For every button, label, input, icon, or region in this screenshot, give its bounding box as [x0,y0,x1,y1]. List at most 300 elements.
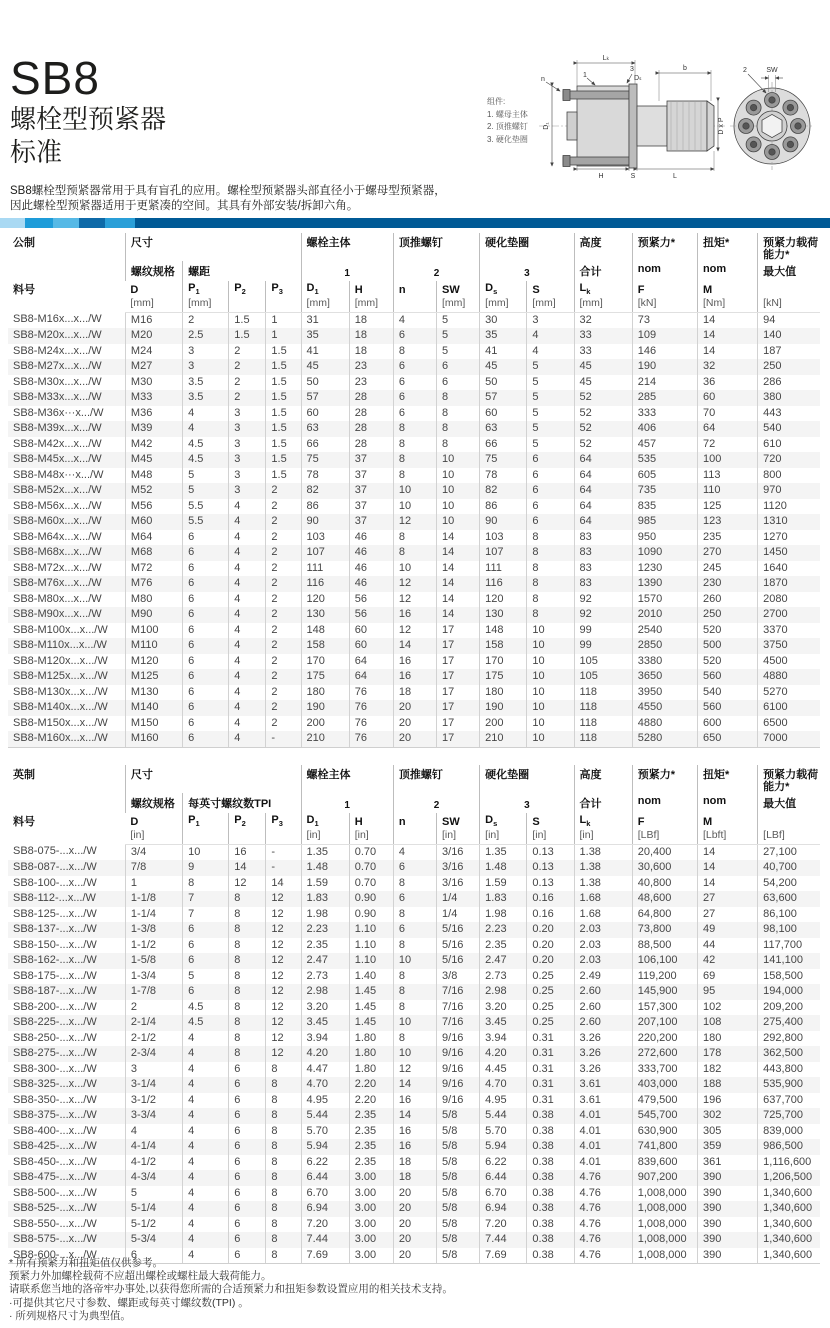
value-cell: 7 [183,907,229,923]
value-cell: 50 [301,375,349,391]
value-cell: 286 [758,375,820,391]
value-cell: 6.22 [301,1155,349,1171]
value-cell: 35 [480,328,527,344]
part-number-cell: SB8-450-...x.../W [13,1155,97,1168]
value-cell: 4 [183,1186,229,1202]
value-cell: 560 [697,669,757,685]
table-row [8,1093,820,1109]
column-letter: H [349,813,393,829]
value-cell: 17 [437,731,480,747]
sub-header: 螺纹规格 [125,261,182,281]
value-cell: 116 [301,576,349,592]
value-cell: 500 [697,638,757,654]
header-letter-row [8,281,820,297]
value-cell: 333,700 [632,1062,697,1078]
column-unit: [mm] [125,297,182,312]
value-cell: 16 [393,1139,436,1155]
value-cell: 2-1/2 [125,1031,182,1047]
value-cell: 17 [437,716,480,732]
value-cell: 57 [480,390,527,406]
value-cell: 6.22 [480,1155,527,1171]
value-cell: M39 [125,421,182,437]
value-cell: 0.70 [349,876,393,892]
value-cell: 2.35 [480,938,527,954]
value-cell: 1-3/4 [125,969,182,985]
value-cell: 3-3/4 [125,1108,182,1124]
table-row [8,623,820,639]
part-number-cell: SB8-500-...x.../W [13,1186,97,1199]
value-cell: 5 [125,1186,182,1202]
value-cell: 83 [574,561,632,577]
value-cell: 7.44 [480,1232,527,1248]
value-cell: 28 [349,406,393,422]
value-cell: 9/16 [437,1046,480,1062]
value-cell: 1.80 [349,1046,393,1062]
value-cell: 406 [632,421,697,437]
value-cell: 12 [266,953,301,969]
value-cell: 8 [266,1062,301,1078]
value-cell: 6 [393,390,436,406]
table-row [8,731,820,747]
part-number-cell: SB8-M64x...x.../W [13,530,102,543]
table-head [8,765,820,844]
part-number-cell: SB8-M110x...x.../W [13,639,107,651]
column-unit [183,829,229,844]
value-cell: 1,340,600 [758,1186,820,1202]
value-cell: 3.94 [301,1031,349,1047]
value-cell: 3650 [632,669,697,685]
value-cell: 1-5/8 [125,953,182,969]
value-cell: 5.94 [301,1139,349,1155]
value-cell: 45 [301,359,349,375]
value-cell: 0.16 [527,891,574,907]
page-header [10,53,166,169]
value-cell: M64 [125,530,182,546]
value-cell: 6 [229,1139,266,1155]
value-cell: 20 [393,1232,436,1248]
column-unit: [mm] [349,297,393,312]
value-cell: 180 [480,685,527,701]
value-cell: M68 [125,545,182,561]
value-cell: 86 [480,499,527,515]
value-cell: 6 [183,623,229,639]
value-cell: 3.94 [480,1031,527,1047]
value-cell: 10 [437,514,480,530]
value-cell: 75 [480,452,527,468]
imperial-table [8,765,820,1264]
value-cell: 8 [266,1124,301,1140]
value-cell: 4 [183,1232,229,1248]
value-cell: 0.25 [527,1000,574,1016]
column-letter: $P_1$ [183,813,229,829]
value-cell: 443 [758,406,820,422]
value-cell: 4-3/4 [125,1170,182,1186]
part-number-cell: SB8-M56x...x.../W [13,499,102,512]
value-cell: 17 [437,669,480,685]
table-row [8,1062,820,1078]
table-row [8,545,820,561]
value-cell: 3.5 [183,375,229,391]
value-cell: M90 [125,607,182,623]
value-cell: 0.31 [527,1093,574,1109]
value-cell: 6 [183,669,229,685]
value-cell: 86 [301,499,349,515]
column-letter: $D_s$ [480,813,527,829]
value-cell: M80 [125,592,182,608]
value-cell: 2 [229,344,266,360]
value-cell: 6 [183,700,229,716]
value-cell: 63 [480,421,527,437]
value-cell: 839,000 [758,1124,820,1140]
value-cell: 146 [632,344,697,360]
part-number-cell: SB8-M72x...x.../W [13,561,102,574]
table-row [8,638,820,654]
value-cell: 8 [229,922,266,938]
value-cell: 88,500 [632,938,697,954]
value-cell: 107 [480,545,527,561]
dim-label-dxp: D x P [718,117,725,135]
value-cell: 5 [437,312,480,328]
value-cell: 4 [393,844,436,860]
footnote-line: 请联系您当地的洛帝牢办事处,以获得您所需的合适预紧力和扭矩参数设置应用的相关技术支持。 [9,1283,453,1296]
value-cell: 18 [393,1170,436,1186]
value-cell: 7.20 [480,1217,527,1233]
value-cell: 5/16 [437,953,480,969]
value-cell: 2.47 [480,953,527,969]
value-cell: 4.5 [183,1015,229,1031]
value-cell: 1-1/2 [125,938,182,954]
value-cell: 4 [229,530,266,546]
value-cell: 83 [574,530,632,546]
value-cell: 3.61 [574,1077,632,1093]
header-unit-row [8,829,820,844]
part-number-cell: SB8-M90x...x.../W [13,608,102,620]
value-cell: 950 [632,530,697,546]
value-cell: 14 [697,844,757,860]
table-row [8,844,820,860]
value-cell: 210 [301,731,349,747]
part-number-cell: SB8-M80x...x.../W [13,592,102,605]
value-cell: 4 [183,1093,229,1109]
value-cell: 3750 [758,638,820,654]
callout-number: 3 [480,793,574,813]
value-cell: 2.03 [574,922,632,938]
table-row [8,592,820,608]
value-cell: 76 [349,685,393,701]
value-cell: 2.98 [480,984,527,1000]
value-cell: 35 [301,328,349,344]
value-cell: 105 [574,669,632,685]
value-cell: 210 [480,731,527,747]
part-number-cell: SB8-M130x...x.../W [13,685,108,698]
column-letter: $P_3$ [266,281,301,297]
value-cell: M100 [125,623,182,639]
value-cell: 1.5 [266,468,301,484]
value-cell: 272,600 [632,1046,697,1062]
value-cell: 6 [527,452,574,468]
value-cell: 2.35 [349,1124,393,1140]
value-cell: 390 [697,1217,757,1233]
value-cell: M120 [125,654,182,670]
value-cell: 4.47 [301,1062,349,1078]
value-cell: 8 [266,1217,301,1233]
value-cell: 52 [574,390,632,406]
value-cell: 5 [437,328,480,344]
value-cell: 6 [183,938,229,954]
value-cell: 5/8 [437,1108,480,1124]
value-cell: 86,100 [758,907,820,923]
value-cell: 8 [393,468,436,484]
value-cell: 12 [266,938,301,954]
value-cell: 64 [574,514,632,530]
value-cell: 10 [437,452,480,468]
sub-header: 最大值 [758,793,820,813]
value-cell: 0.38 [527,1170,574,1186]
sub-header: 合计 [574,261,632,281]
value-cell: 1,008,000 [632,1186,697,1202]
table-row [8,1217,820,1233]
value-cell: M56 [125,499,182,515]
dim-label-b: b [683,65,687,72]
value-cell: 6 [229,1201,266,1217]
value-cell: 92 [574,607,632,623]
value-cell: 3.5 [183,390,229,406]
value-cell: 6 [393,922,436,938]
value-cell: 14 [697,876,757,892]
group-header: 扭矩* [697,233,757,261]
value-cell: 390 [697,1232,757,1248]
value-cell: 1.83 [301,891,349,907]
value-cell: 0.20 [527,922,574,938]
value-cell: 1.83 [480,891,527,907]
column-unit: [kN] [758,297,820,312]
value-cell: 3/4 [125,844,182,860]
value-cell: M110 [125,638,182,654]
value-cell: 970 [758,483,820,499]
value-cell: 0.31 [527,1062,574,1078]
value-cell: M48 [125,468,182,484]
value-cell: 1.45 [349,984,393,1000]
value-cell: 175 [480,669,527,685]
table-row [8,1000,820,1016]
value-cell: 117,700 [758,938,820,954]
system-label: 公制 [13,237,35,249]
value-cell: 196 [697,1093,757,1109]
table-row [8,312,820,328]
part-number-cell: SB8-M30x...x.../W [13,375,102,388]
value-cell: 6 [229,1186,266,1202]
dim-label-n: n [541,76,545,83]
column-letter: M [697,281,757,297]
product-variant: 标准 [10,137,63,167]
column-unit: [mm] [437,297,480,312]
value-cell: 2 [183,312,229,328]
column-letter: SW [437,281,480,297]
value-cell: 190 [632,359,697,375]
value-cell: 720 [758,452,820,468]
value-cell: 54,200 [758,876,820,892]
value-cell: 8 [266,1170,301,1186]
value-cell: 8 [229,1015,266,1031]
value-cell: 380 [758,390,820,406]
table-row [8,700,820,716]
value-cell: 220,200 [632,1031,697,1047]
value-cell: 200 [301,716,349,732]
column-unit: [mm] [574,297,632,312]
value-cell: 540 [697,685,757,701]
value-cell: 12 [266,922,301,938]
column-letter: $L_k$ [574,813,632,829]
column-letter: D [130,284,139,296]
part-number-cell: SB8-250-...x.../W [13,1031,97,1044]
value-cell: 4 [229,561,266,577]
value-cell: 60 [349,638,393,654]
value-cell: 5/8 [437,1217,480,1233]
value-cell: 12 [266,1000,301,1016]
value-cell: 292,800 [758,1031,820,1047]
part-number-cell: SB8-M140x...x.../W [13,701,108,713]
value-cell: 8 [266,1077,301,1093]
value-cell: 6 [183,984,229,1000]
value-cell: 2540 [632,623,697,639]
value-cell: 10 [527,654,574,670]
value-cell: 50 [480,375,527,391]
value-cell: 4 [229,685,266,701]
column-unit [266,829,301,844]
value-cell: 1.35 [301,844,349,860]
value-cell: 0.25 [527,1015,574,1031]
callout-2: 2 [743,67,747,74]
callout-number: 1 [301,793,393,813]
value-cell: 2.98 [301,984,349,1000]
table-row [8,514,820,530]
value-cell: 9 [183,860,229,876]
value-cell: 362,500 [758,1046,820,1062]
value-cell: 1.48 [480,860,527,876]
value-cell: 0.31 [527,1031,574,1047]
value-cell: 3/8 [437,969,480,985]
value-cell: 0.38 [527,1155,574,1171]
value-cell: 3 [183,359,229,375]
column-unit: [Lbft] [697,829,757,844]
value-cell: 12 [393,514,436,530]
value-cell: 16 [393,654,436,670]
column-letter: D [130,816,139,828]
table-row [8,1170,820,1186]
column-unit: [mm] [183,297,229,312]
value-cell: 6 [183,953,229,969]
value-cell: 14 [697,312,757,328]
value-cell: 2.35 [301,938,349,954]
legend-item-jackscrew: 2. 顶推螺钉 [487,122,528,131]
part-number-cell: SB8-200-...x.../W [13,1000,97,1013]
value-cell: 52 [574,406,632,422]
sub-header: 螺距 [183,261,301,281]
value-cell: 18 [349,344,393,360]
value-cell: 443,800 [758,1062,820,1078]
value-cell: 1390 [632,576,697,592]
value-cell: 0.25 [527,984,574,1000]
value-cell: 0.38 [527,1201,574,1217]
value-cell: 78 [301,468,349,484]
value-cell: 4.70 [301,1077,349,1093]
value-cell: 1.48 [301,860,349,876]
value-cell: 5 [183,969,229,985]
value-cell: 9/16 [437,1062,480,1078]
value-cell: 7.69 [480,1248,527,1264]
value-cell: 14 [393,638,436,654]
value-cell: 0.90 [349,907,393,923]
value-cell: 48,600 [632,891,697,907]
value-cell: 56 [349,592,393,608]
value-cell: 4.70 [480,1077,527,1093]
value-cell: 90 [480,514,527,530]
value-cell: 60 [349,623,393,639]
value-cell: 14 [393,1108,436,1124]
value-cell: 125 [697,499,757,515]
value-cell: - [266,860,301,876]
value-cell: 103 [480,530,527,546]
description-line-1: SB8螺栓型预紧器常用于具有盲孔的应用。螺栓型预紧器头部直径小于螺母型预紧器， [10,185,446,197]
value-cell: 8 [266,1093,301,1109]
value-cell: 359 [697,1139,757,1155]
value-cell: 20,400 [632,844,697,860]
value-cell: 14 [697,344,757,360]
value-cell: 194,000 [758,984,820,1000]
value-cell: 1.5 [229,312,266,328]
value-cell: 600 [697,716,757,732]
value-cell: 5/8 [437,1232,480,1248]
value-cell: 637,700 [758,1093,820,1109]
value-cell: 630,900 [632,1124,697,1140]
group-header: 尺寸 [125,233,301,261]
value-cell: 4.76 [574,1201,632,1217]
group-header: 顶推螺钉 [393,765,479,793]
technical-drawing [535,50,825,190]
value-cell: 3.26 [574,1062,632,1078]
value-cell: 302 [697,1108,757,1124]
value-cell: 2.49 [574,969,632,985]
value-cell: 2 [266,561,301,577]
header-group-row [8,233,820,261]
value-cell: 27 [697,907,757,923]
value-cell: 1,340,600 [758,1248,820,1264]
value-cell: 8 [527,561,574,577]
value-cell: 1.38 [574,844,632,860]
value-cell: 985 [632,514,697,530]
value-cell: 4.76 [574,1186,632,1202]
value-cell: 6 [527,483,574,499]
value-cell: 8 [266,1248,301,1264]
value-cell: 4 [527,328,574,344]
value-cell: 1.5 [266,437,301,453]
value-cell: 5.44 [480,1108,527,1124]
diagram-legend [487,96,528,146]
value-cell: 725,700 [758,1108,820,1124]
value-cell: 4.95 [301,1093,349,1109]
value-cell: 64 [574,452,632,468]
value-cell: 1.45 [349,1000,393,1016]
value-cell: 8 [527,576,574,592]
part-number-cell: SB8-075-...x.../W [13,845,97,857]
value-cell: 7.69 [301,1248,349,1264]
value-cell: 1,340,600 [758,1217,820,1233]
value-cell: 6 [183,638,229,654]
value-cell: 5-1/4 [125,1201,182,1217]
footnote-line: * 所有预紧力和扭矩值仅供参考。 [9,1257,164,1269]
value-cell: 6 [229,1232,266,1248]
value-cell: 0.20 [527,938,574,954]
